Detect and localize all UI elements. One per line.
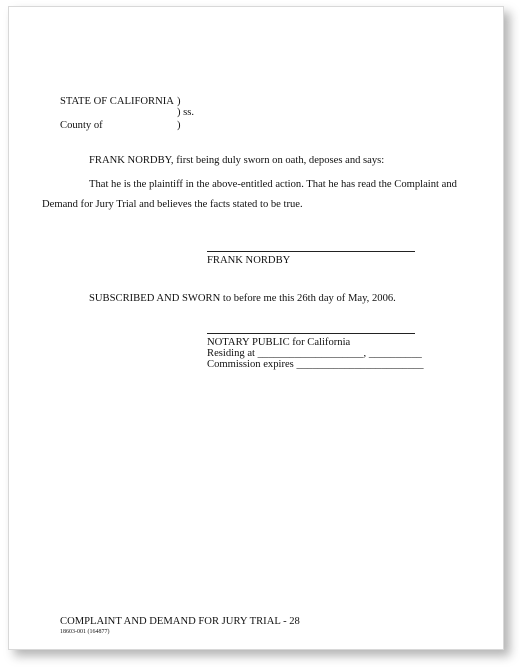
jurat-statement: SUBSCRIBED AND SWORN to before me this 26th day of May, 2006. [89, 293, 396, 304]
venue-paren-bottom: ) [177, 120, 181, 131]
signature-line [207, 251, 415, 252]
notary-signature-line [207, 333, 415, 334]
notary-residing: Residing at ____________________, __________ [207, 348, 422, 359]
deposition-intro: FRANK NORDBY, first being duly sworn on oath, deposes and says: [89, 155, 385, 166]
footer-title: COMPLAINT AND DEMAND FOR JURY TRIAL - 28 [60, 616, 300, 627]
venue-state: STATE OF CALIFORNIA [60, 96, 174, 107]
deposition-paragraph-line-2: Demand for Jury Trial and believes the facts stated to be true. [42, 199, 303, 210]
deposition-paragraph-line-1: That he is the plaintiff in the above-entitled action. That he has read the Complaint and [89, 179, 457, 190]
footer-doc-id: 18603-001 (164877) [60, 629, 110, 635]
venue-county: County of [60, 120, 103, 131]
notary-title: NOTARY PUBLIC for California [207, 337, 351, 348]
venue-ss: ) ss. [177, 107, 195, 118]
signatory-name: FRANK NORDBY [207, 255, 291, 266]
document-page [8, 6, 504, 650]
notary-commission: Commission expires ________________________ [207, 359, 424, 370]
venue-paren-top: ) [177, 96, 181, 107]
